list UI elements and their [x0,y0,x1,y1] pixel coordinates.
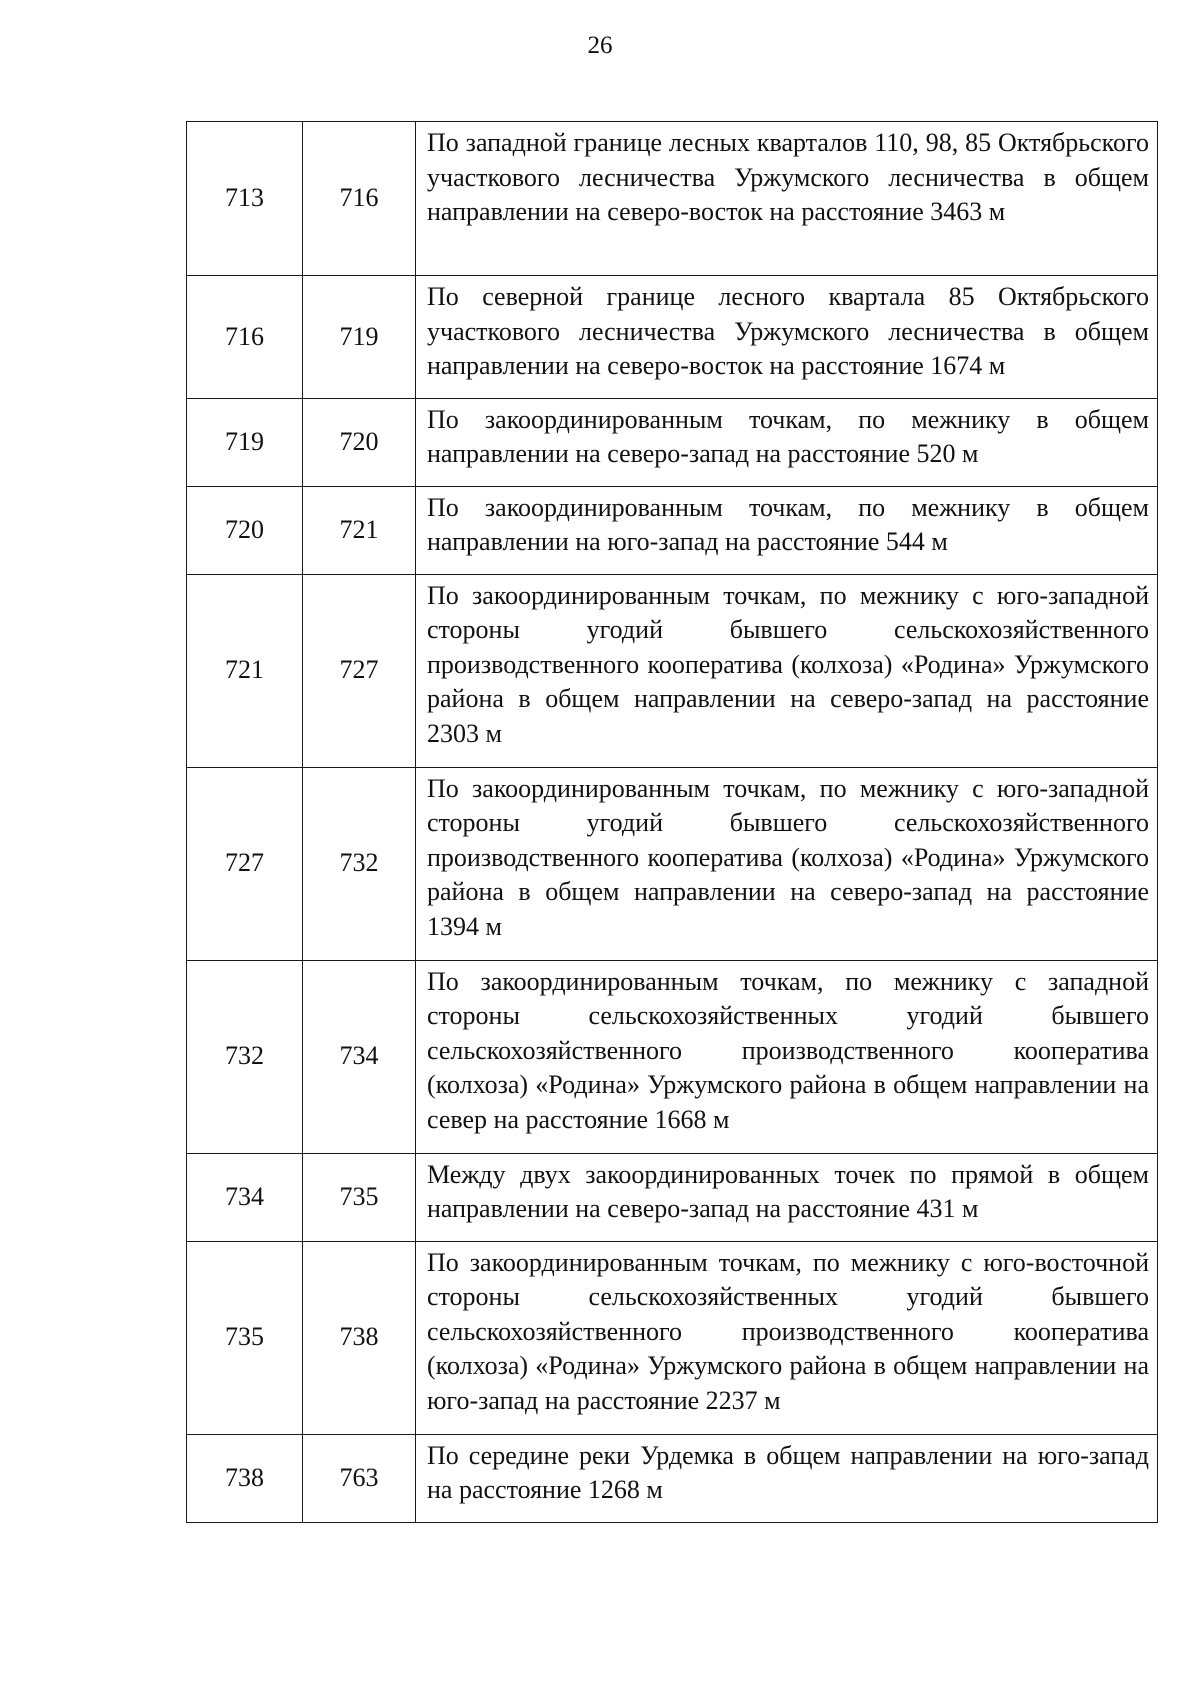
boundary-description-cell: По середине реки Урдемка в общем направлении на юго-запад на расстояние 1268 м [416,1434,1158,1522]
boundary-description-cell: По закоординированным точкам, по межнику в общем направлении на северо-запад на расстояние 520 м [416,398,1158,486]
point-from-cell: 732 [187,960,303,1153]
point-to-cell: 721 [303,486,416,574]
table-row [187,960,1158,1153]
table-row [187,276,1158,399]
boundary-description-table [186,121,1158,1523]
boundary-description-cell: По закоординированным точкам, по межнику с юго-западной стороны угодий бывшего сельскохозяйственного производственного кооператива (колхоза) «Родина» Уржумского района в общем направлении на северо-запад на расстояние 2303 м [416,574,1158,767]
boundary-description-cell: По закоординированным точкам, по межнику с западной стороны сельскохозяйственных угодий бывшего сельскохозяйственного производственного кооператива (колхоза) «Родина» Уржумского района в общем направлении на север на расстояние 1668 м [416,960,1158,1153]
point-from-cell: 719 [187,398,303,486]
point-to-cell: 719 [303,276,416,399]
point-from-cell: 720 [187,486,303,574]
point-from-cell: 727 [187,767,303,960]
point-to-cell: 720 [303,398,416,486]
point-to-cell: 732 [303,767,416,960]
point-from-cell: 734 [187,1153,303,1241]
table-row [187,486,1158,574]
table-row [187,574,1158,767]
table-row [187,767,1158,960]
table-row [187,398,1158,486]
boundary-description-cell: По северной границе лесного квартала 85 Октябрьского участкового лесничества Уржумского лесничества в общем направлении на северо-восток на расстояние 1674 м [416,276,1158,399]
boundary-description-cell: По закоординированным точкам, по межнику в общем направлении на юго-запад на расстояние 544 м [416,486,1158,574]
table-row [187,1153,1158,1241]
boundary-description-cell: По закоординированным точкам, по межнику с юго-восточной стороны сельскохозяйственных угодий бывшего сельскохозяйственного производственного кооператива (колхоза) «Родина» Уржумского района в общем направлении на юго-запад на расстояние 2237 м [416,1241,1158,1434]
point-to-cell: 734 [303,960,416,1153]
point-from-cell: 716 [187,276,303,399]
boundary-description-cell: По западной границе лесных кварталов 110, 98, 85 Октябрьского участкового лесничества Уржумского лесничества в общем направлении на северо-восток на расстояние 3463 м [416,122,1158,276]
page-number: 26 [587,32,613,59]
point-from-cell: 721 [187,574,303,767]
table-row [187,122,1158,276]
boundary-description-cell: По закоординированным точкам, по межнику с юго-западной стороны угодий бывшего сельскохозяйственного производственного кооператива (колхоза) «Родина» Уржумского района в общем направлении на северо-запад на расстояние 1394 м [416,767,1158,960]
point-to-cell: 716 [303,122,416,276]
point-to-cell: 763 [303,1434,416,1522]
point-to-cell: 738 [303,1241,416,1434]
point-from-cell: 738 [187,1434,303,1522]
point-from-cell: 713 [187,122,303,276]
table-row [187,1434,1158,1522]
point-from-cell: 735 [187,1241,303,1434]
point-to-cell: 727 [303,574,416,767]
point-to-cell: 735 [303,1153,416,1241]
boundary-description-cell: Между двух закоординированных точек по прямой в общем направлении на северо-запад на расстояние 431 м [416,1153,1158,1241]
table-row [187,1241,1158,1434]
